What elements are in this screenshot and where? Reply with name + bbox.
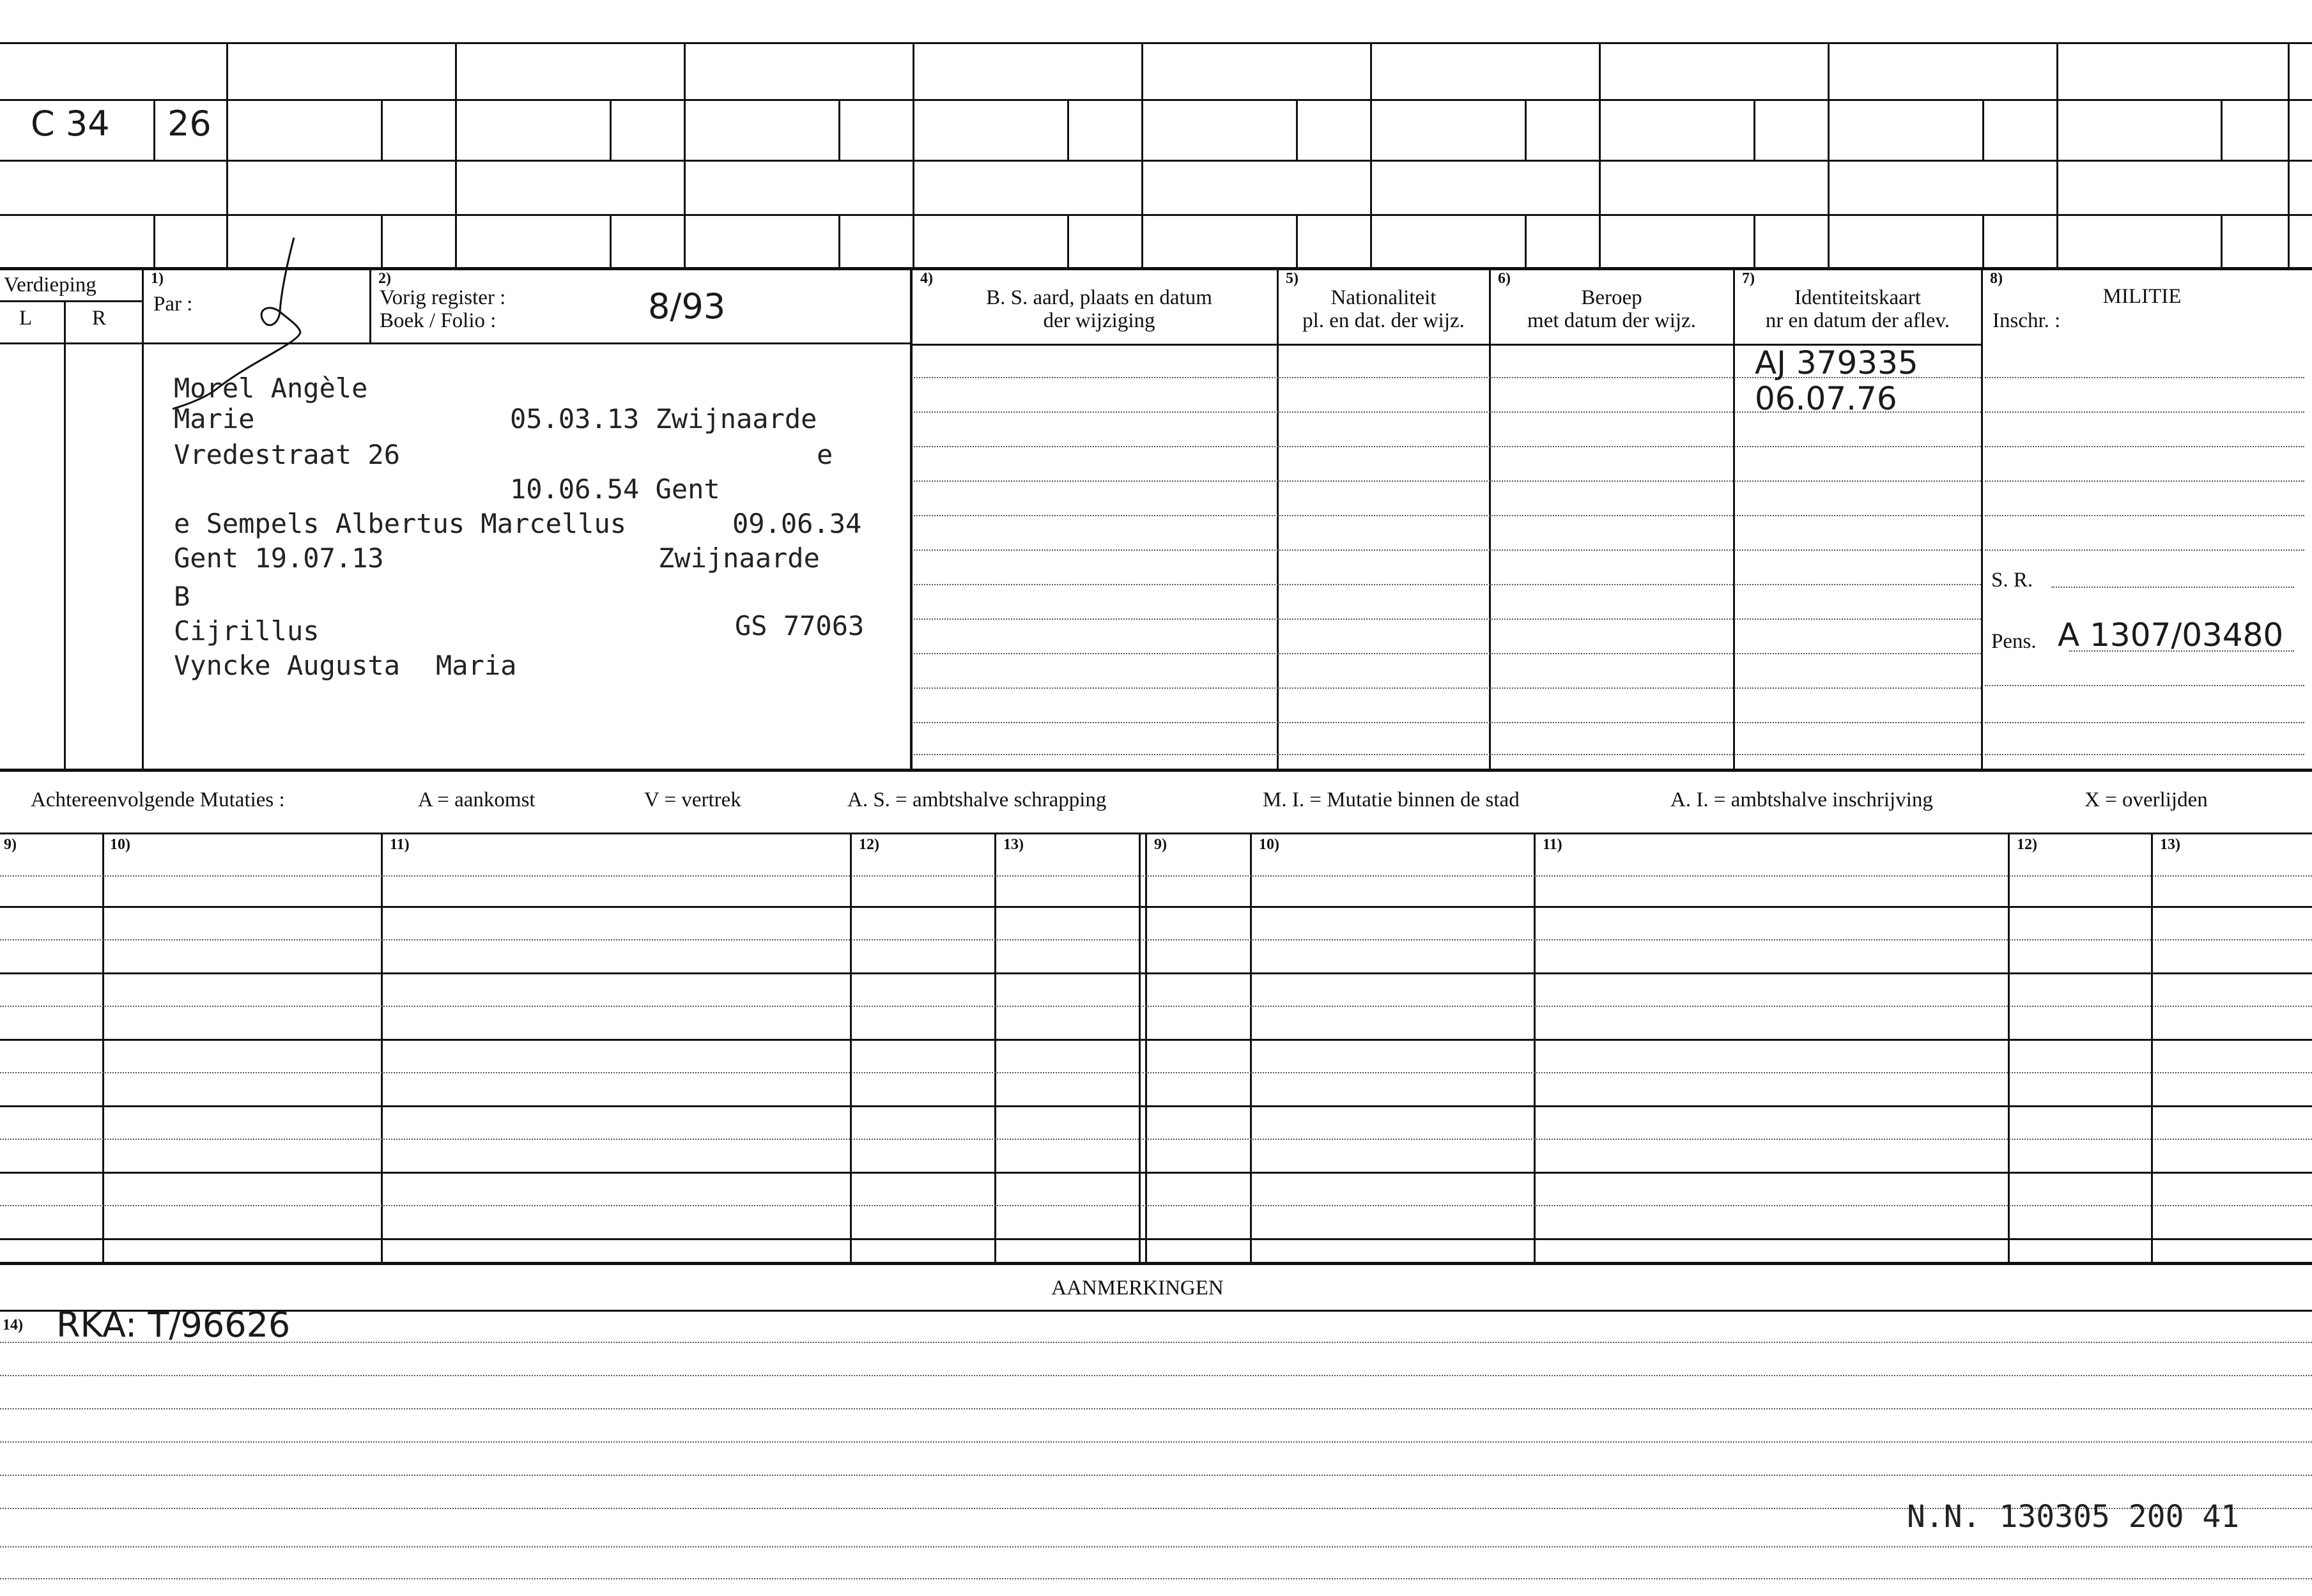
legend-mi: M. I. = Mutatie binnen de stad <box>1263 788 1520 811</box>
person-spouse: e Sempels Albertus Marcellus <box>174 508 627 539</box>
f8-num: 8) <box>1990 270 2003 287</box>
person-spouse-place: Zwijnaarde <box>658 542 820 574</box>
f4-line2: der wijziging <box>1043 309 1155 332</box>
person-mother-name: Maria <box>436 650 517 681</box>
f2-value: 8/93 <box>648 286 726 326</box>
person-e-mark: e <box>817 439 833 470</box>
f6-num: 6) <box>1498 270 1511 287</box>
f4-num: 4) <box>920 270 933 287</box>
f8-inschr: Inschr. : <box>1992 309 2061 332</box>
mut-left-11: 11) <box>390 836 410 853</box>
nn-number: N.N. 130305 200 41 <box>1907 1499 2240 1535</box>
verdieping-label: Verdieping <box>4 273 96 296</box>
person-name: Morel Angèle <box>174 372 368 404</box>
mut-left-13: 13) <box>1003 836 1024 853</box>
militie-sr-label: S. R. <box>1991 569 2033 592</box>
remarks-value: RKA: T/96626 <box>56 1305 291 1345</box>
mut-right-13: 13) <box>2160 836 2180 853</box>
person-firstname: Marie <box>174 403 255 434</box>
militie-pens-value: A 1307/03480 <box>2058 617 2284 654</box>
f7-num: 7) <box>1742 270 1755 287</box>
legend-a: A = aankomst <box>418 788 536 811</box>
person-address: Vredestraat 26 <box>174 439 401 470</box>
person-spouse-birth: Gent 19.07.13 <box>174 542 384 574</box>
f7-line2: nr en datum der aflev. <box>1765 309 1950 332</box>
person-father: Cijrillus <box>174 615 320 647</box>
mut-left-9: 9) <box>4 836 17 853</box>
person-marriage: 10.06.54 Gent <box>510 473 720 505</box>
militie-pens-label: Pens. <box>1991 630 2037 653</box>
mut-right-11: 11) <box>1543 836 1562 853</box>
f2-num: 2) <box>378 270 391 287</box>
f5-num: 5) <box>1286 270 1299 287</box>
f2-line1: Vorig register : <box>380 286 506 309</box>
f1-num: 1) <box>151 270 164 287</box>
person-spouse-date: 09.06.34 <box>732 508 862 539</box>
f4-line1: B. S. aard, plaats en datum <box>986 286 1212 309</box>
col-r-label: R <box>92 307 107 330</box>
legend-v: V = vertrek <box>644 788 741 811</box>
identity-card-number: AJ 379335 <box>1755 344 1918 381</box>
identity-card-date: 06.07.76 <box>1755 380 1897 417</box>
f8-title: MILITIE <box>2102 285 2182 308</box>
legend-x: X = overlijden <box>2085 788 2208 811</box>
f5-line2: pl. en dat. der wijz. <box>1302 309 1465 332</box>
remarks-num: 14) <box>3 1317 23 1333</box>
top-cell-a: C 34 <box>31 104 110 144</box>
person-birth: 05.03.13 Zwijnaarde <box>510 403 817 434</box>
mut-left-12: 12) <box>859 836 879 853</box>
mut-right-10: 10) <box>1259 836 1279 853</box>
person-mother: Vyncke Augusta <box>174 650 401 681</box>
person-b-mark: B <box>174 581 190 612</box>
f2-line2: Boek / Folio : <box>380 309 497 332</box>
col-l-label: L <box>19 307 33 330</box>
f5-line1: Nationaliteit <box>1330 286 1437 309</box>
legend-ai: A. I. = ambtshalve inschrijving <box>1670 788 1933 811</box>
mut-right-9: 9) <box>1154 836 1167 853</box>
f1-label: Par : <box>153 293 193 316</box>
legend-title: Achtereenvolgende Mutaties : <box>31 788 285 811</box>
remarks-title: AANMERKINGEN <box>1051 1277 1224 1300</box>
f6-line2: met datum der wijz. <box>1527 309 1696 332</box>
top-cell-b: 26 <box>167 104 212 144</box>
mut-right-12: 12) <box>2017 836 2037 853</box>
f6-line1: Beroep <box>1581 286 1642 309</box>
mut-left-10: 10) <box>110 836 130 853</box>
f7-line1: Identiteitskaart <box>1794 286 1921 309</box>
legend-as: A. S. = ambtshalve schrapping <box>847 788 1107 811</box>
person-ref: GS 77063 <box>735 610 865 641</box>
